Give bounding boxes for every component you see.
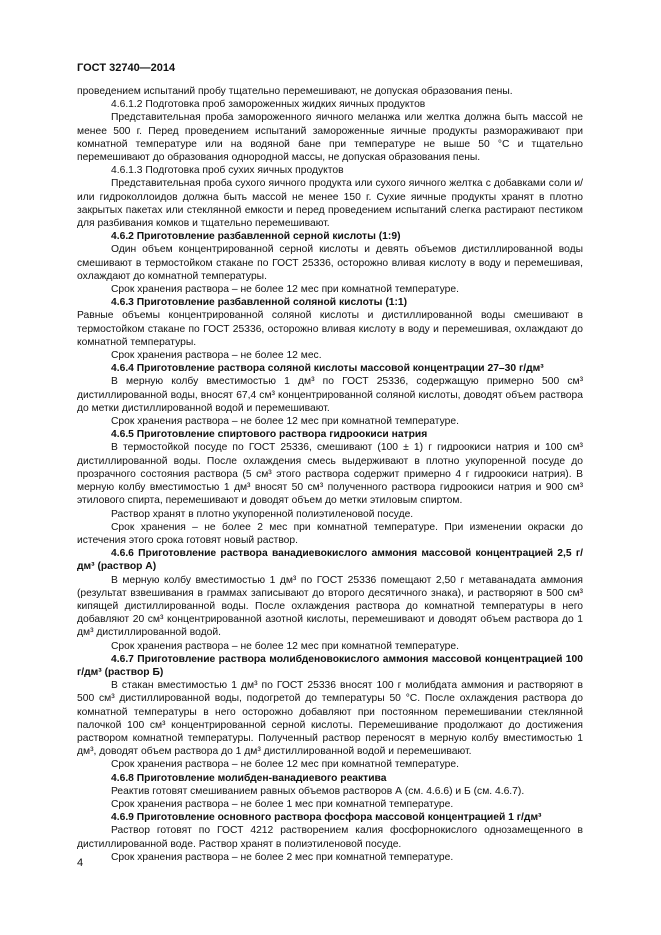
paragraph: проведением испытаний пробу тщательно перемешивают, не допуская образования пены.	[77, 86, 513, 97]
section-heading: 4.6.3 Приготовление разбавленной соляной кислоты (1:1)	[111, 297, 408, 309]
paragraph: Раствор готовят по ГОСТ 4212 растворением калия фосфорнокислого однозамещенного в дистиллированной воде. Раствор хранят в полиэтиленовой посуде.	[77, 825, 583, 850]
paragraph: Один объем концентрированной серной кислоты и девять объемов дистиллированной воды смешивают в термостойком стакане по ГОСТ 25336, осторожно вливая кислоту в воду и перемешивая, охлаждают до комнатной температуры.	[77, 244, 583, 282]
page-number: 4	[77, 857, 84, 869]
paragraph: В мерную колбу вместимостью 1 дм³ по ГОСТ 25336 помещают 2,50 г метаванадата аммония (результат взвешивания в граммах записывают до второго десятичного знака), и растворяют в 500 см³ кипящей дистиллированной воды. После охлаждения раствора до комнатной температуры в него добавляют 20 см³ концентрированной азотной кислоты, перемешивают и доводят объем раствора до 1 дм³ дистиллированной водой.	[77, 574, 583, 639]
document-body	[77, 85, 583, 864]
paragraph: Срок хранения раствора – не более 12 мес при комнатной температуре.	[111, 416, 459, 428]
section-heading: 4.6.4 Приготовление раствора соляной кислоты массовой концентрации 27–30 г/дм³	[111, 363, 544, 375]
section-heading: 4.6.2 Приготовление разбавленной серной кислоты (1:9)	[111, 231, 401, 243]
paragraph: Срок хранения раствора – не более 1 мес при комнатной температуре.	[111, 798, 454, 810]
paragraph: Равные объемы концентрированной соляной кислоты и дистиллированной воды смешивают в термостойком стакане по ГОСТ 25336, осторожно вливая кислоту в воду и перемешивая, охлаждают до комнатной температуры.	[77, 310, 583, 348]
section-heading: 4.6.9 Приготовление основного раствора фосфора массовой концентрацией 1 г/дм³	[111, 812, 542, 824]
paragraph: 4.6.1.3 Подготовка проб сухих яичных продуктов	[111, 165, 344, 177]
paragraph: Срок хранения раствора – не более 12 мес при комнатной температуре.	[111, 759, 459, 771]
paragraph: Раствор хранят в плотно укупоренной полиэтиленовой посуде.	[111, 508, 414, 520]
paragraph: Представительная проба сухого яичного продукта или сухого яичного желтка с добавками соли и/или гидроколлоидов должна быть массой не менее 150 г. Сухие яичные продукты хранят в плотно закрытых пакетах или стеклянной емкости и перед проведением испытаний слегка растирают пестиком для разбивания комков и тщательно перемешивают.	[77, 178, 583, 230]
document-code-header: ГОСТ 32740—2014	[77, 62, 176, 74]
paragraph: Представительная проба замороженного яичного меланжа или желтка должна быть массой не менее 500 г. Перед проведением испытаний замороженные яичные продукты размораживают при комнатной температуре или на водяной бане при температуре не выше 50 °С и тщательно перемешивают до образования однородной массы, не допуская образования пены.	[77, 112, 583, 164]
paragraph: В мерную колбу вместимостью 1 дм³ по ГОСТ 25336, содержащую примерно 500 см³ дистиллированной воды, вносят 67,4 см³ концентрированной соляной кислоты, доводят объем раствора до метки дистиллированной водой и перемешивают.	[77, 376, 583, 414]
paragraph: Срок хранения раствора – не более 12 мес.	[111, 350, 322, 362]
paragraph: Реактив готовят смешиванием равных объемов растворов А (см. 4.6.6) и Б (см. 4.6.7).	[111, 785, 525, 797]
section-heading: 4.6.8 Приготовление молибден-ванадиевого реактива	[111, 772, 387, 784]
paragraph: Срок хранения – не более 2 мес при комнатной температуре. При изменении окраски до истечения этого срока готовят новый раствор.	[77, 521, 583, 546]
paragraph: Срок хранения раствора – не более 12 мес при комнатной температуре.	[111, 640, 459, 652]
paragraph: В стакан вместимостью 1 дм³ по ГОСТ 25336 вносят 100 г молибдата аммония и растворяют в 500 см³ дистиллированной воды, подогретой до температуры 50 °С. После охлаждения раствора до комнатной температуры в него осторожно добавляют при постоянном перемешивании стеклянной палочкой 100 см³ концентрированной серной кислоты. Перемешивание продолжают до достижения раствором комнатной температуры. Полученный раствор переносят в мерную колбу вместимостью 1 дм³, доводят объем раствора до 1 дм³ дистиллированной водой и перемешивают.	[77, 680, 583, 758]
paragraph: Срок хранения раствора – не более 2 мес при комнатной температуре.	[111, 851, 454, 863]
paragraph: Срок хранения раствора – не более 12 мес при комнатной температуре.	[111, 284, 459, 296]
paragraph: 4.6.1.2 Подготовка проб замороженных жидких яичных продуктов	[111, 99, 426, 111]
section-heading: 4.6.7 Приготовление раствора молибденовокислого аммония массовой концентрацией 100 г/дм³ (раствор Б)	[77, 653, 583, 678]
paragraph: В термостойкой посуде по ГОСТ 25336, смешивают (100 ± 1) г гидроокиси натрия и 100 см³ дистиллированной воды. После охлаждения смесь выдерживают в плотно укупоренной посуде до прозрачного состояния раствора (5 см³ этого раствора содержит примерно 4 г гидроокиси натрия). В мерную колбу вместимостью 1 дм³ вносят 50 см³ полученного раствора гидроокиси натрия и 900 см³ этилового спирта, перемешивают и доводят объем до метки этиловым спиртом.	[77, 442, 583, 507]
section-heading: 4.6.6 Приготовление раствора ванадиевокислого аммония массовой концентрацией 2,5 г/дм³ (раствор А)	[77, 548, 583, 573]
section-heading: 4.6.5 Приготовление спиртового раствора гидроокиси натрия	[111, 429, 428, 441]
